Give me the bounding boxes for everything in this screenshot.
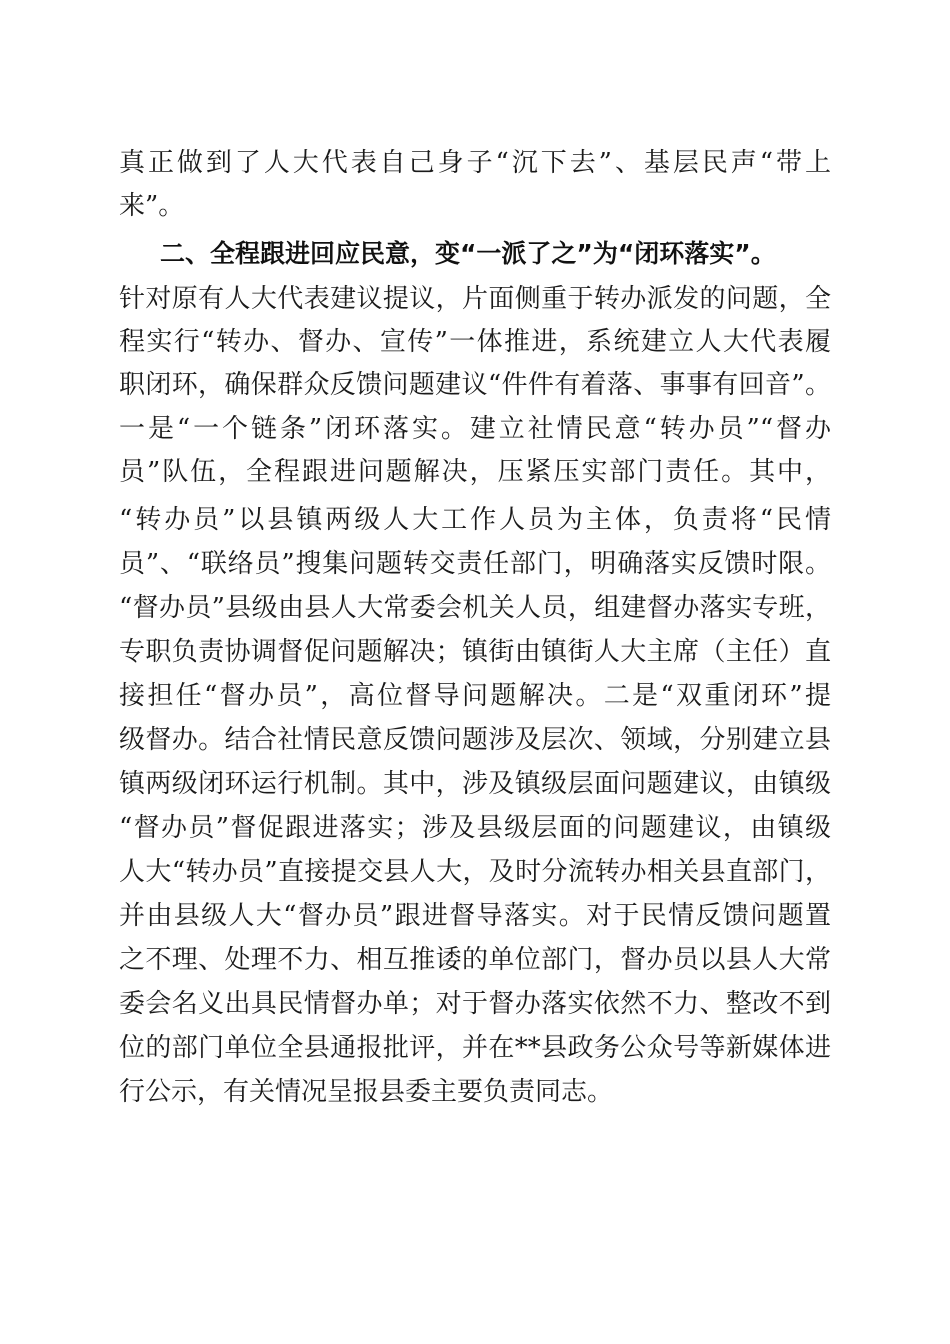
paragraph-2-line-11: 级督办。结合社情民意反馈问题涉及层次、领域，分别建立县 (119, 725, 831, 755)
paragraph-2-line-17: 委会名义出具民情督办单；对于督办落实依然不力、整改不到 (119, 989, 831, 1019)
paragraph-2-line-5: 员”队伍，全程跟进问题解决，压紧压实部门责任。其中， (119, 457, 831, 487)
paragraph-2-line-12: 镇两级闭环运行机制。其中，涉及镇级层面问题建议，由镇级 (119, 769, 831, 799)
paragraph-2-line-1: 针对原有人大代表建议提议，片面侧重于转办派发的问题，全 (119, 284, 831, 314)
paragraph-2-line-13: “督办员”督促跟进落实；涉及县级层面的问题建议，由镇级 (119, 813, 831, 843)
paragraph-2-line-4: 一是“一个链条”闭环落实。建立社情民意“转办员”“督办 (119, 414, 831, 444)
paragraph-2-line-8: “督办员”县级由县人大常委会机关人员，组建督办落实专班， (119, 593, 831, 623)
paragraph-2-line-16: 之不理、处理不力、相互推诿的单位部门，督办员以县人大常 (119, 945, 831, 975)
paragraph-2-line-10: 接担任“督办员”，高位督导问题解决。二是“双重闭环”提 (119, 681, 831, 711)
paragraph-2-line-15: 并由县级人大“督办员”跟进督导落实。对于民情反馈问题置 (119, 901, 831, 931)
section-heading-2: 二、全程跟进回应民意，变“一派了之”为“闭环落实”。 (160, 239, 776, 268)
paragraph-1-line-2: 来”。 (119, 191, 185, 221)
paragraph-2-line-6: “转办员”以县镇两级人大工作人员为主体，负责将“民情 (119, 505, 831, 535)
paragraph-2-line-14: 人大“转办员”直接提交县人大，及时分流转办相关县直部门， (119, 857, 831, 887)
paragraph-2-line-9: 专职负责协调督促问题解决；镇街由镇街人大主席（主任）直 (119, 637, 831, 667)
paragraph-1-line-1: 真正做到了人大代表自己身子“沉下去”、基层民声“带上 (119, 148, 831, 178)
paragraph-2-line-19: 行公示，有关情况呈报县委主要负责同志。 (119, 1077, 614, 1107)
paragraph-2-line-7: 员”、“联络员”搜集问题转交责任部门，明确落实反馈时限。 (119, 549, 831, 579)
paragraph-2-line-2: 程实行“转办、督办、宣传”一体推进，系统建立人大代表履 (119, 327, 831, 357)
paragraph-2-line-3: 职闭环，确保群众反馈问题建议“件件有着落、事事有回音”。 (119, 370, 831, 400)
paragraph-2-line-18: 位的部门单位全县通报批评，并在**县政务公众号等新媒体进 (119, 1033, 831, 1063)
